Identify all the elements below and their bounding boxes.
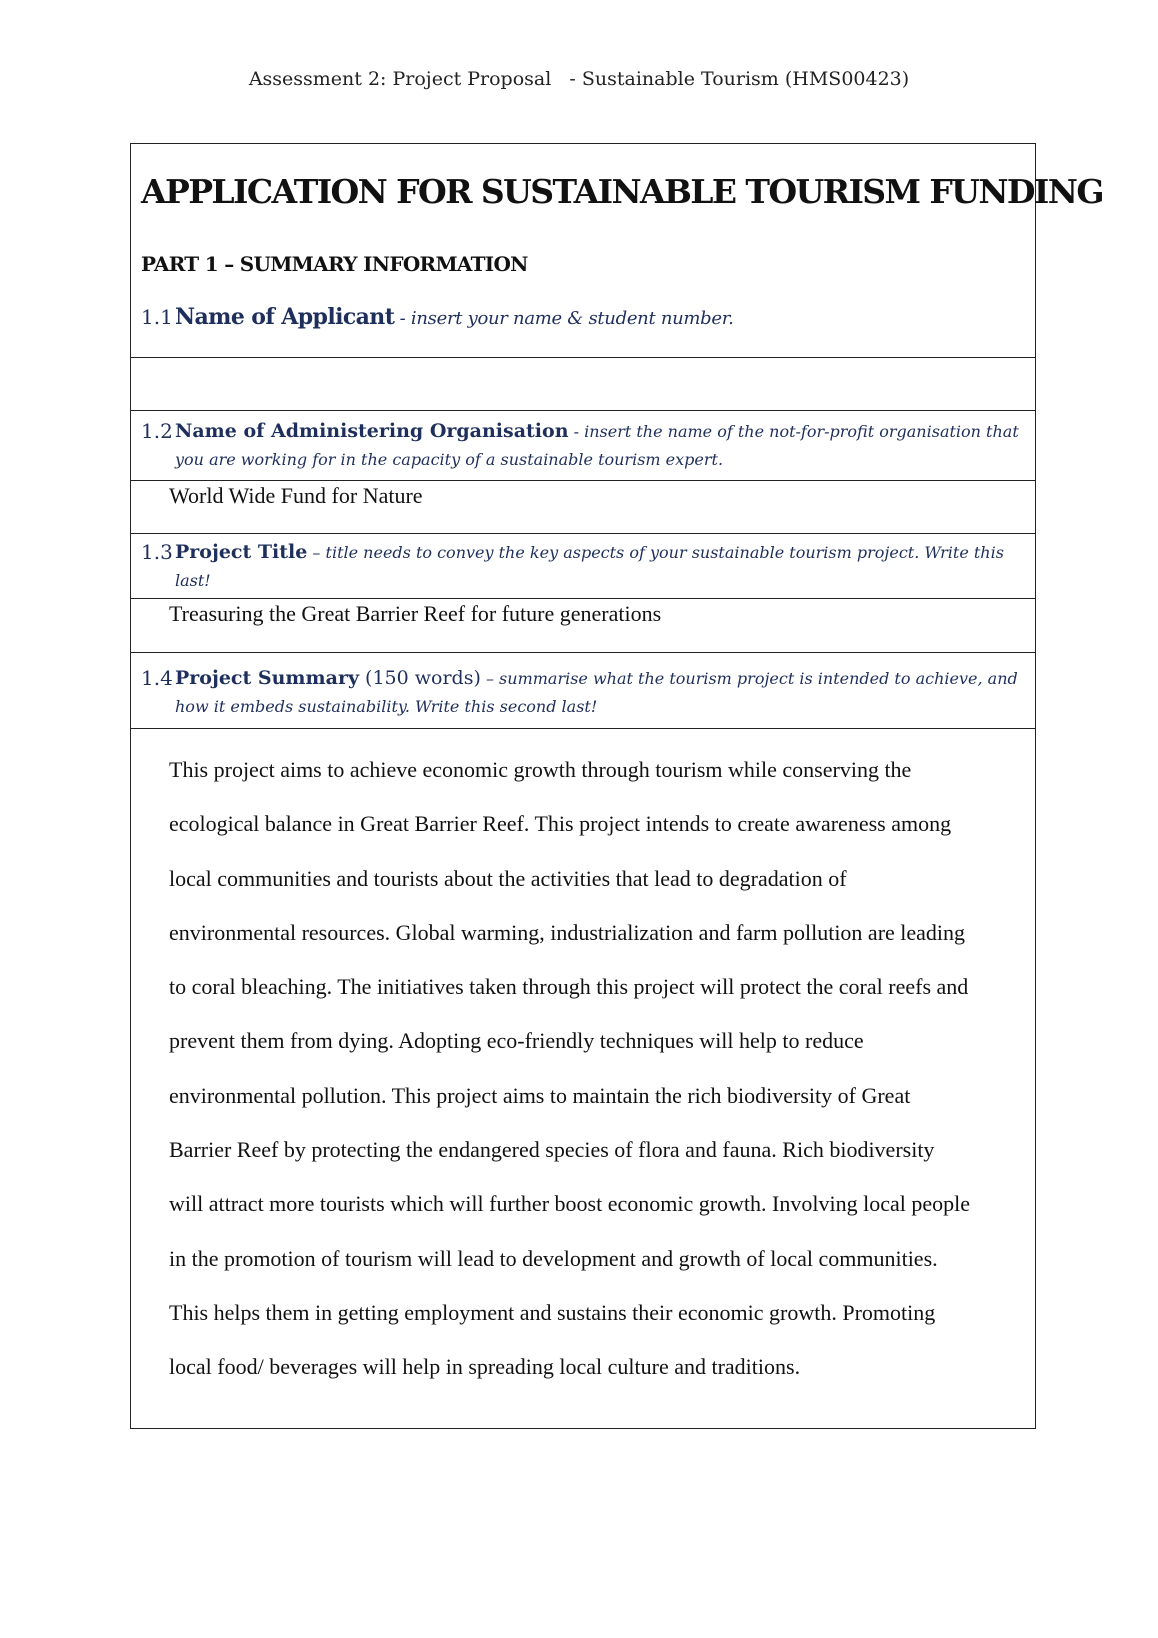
section-separator: -	[394, 308, 411, 329]
summary-line: This helps them in getting employment and sustains their economic growth. Promoting	[169, 1299, 936, 1325]
section-number: 1.1	[141, 305, 173, 329]
section-label: Project Title	[175, 541, 308, 563]
section-1-1-heading	[141, 304, 1021, 333]
page-header: Assessment 2: Project Proposal - Sustainable Tourism (HMS00423)	[248, 68, 910, 90]
summary-line: environmental pollution. This project aims to maintain the rich biodiversity of Great	[169, 1082, 911, 1108]
section-number: 1.3	[141, 540, 173, 564]
section-hint: insert your name & student number.	[410, 308, 734, 329]
summary-line: local food/ beverages will help in spreading local culture and traditions.	[169, 1354, 801, 1380]
summary-line: ecological balance in Great Barrier Reef. This project intends to create awareness among	[169, 811, 952, 837]
section-hint: title needs to convey the key aspects of your sustainable tourism project. Write this last!	[175, 543, 1004, 590]
section-number: 1.2	[141, 419, 173, 443]
section-1-3-heading	[141, 539, 1021, 595]
divider	[131, 480, 1035, 481]
section-label: Name of Applicant	[175, 304, 395, 330]
summary-line: prevent them from dying. Adopting eco-friendly techniques will help to reduce	[169, 1028, 864, 1054]
section-separator: –	[480, 669, 500, 688]
summary-line: local communities and tourists about the activities that lead to degradation of	[169, 865, 847, 891]
divider	[131, 410, 1035, 411]
summary-line: will attract more tourists which will further boost economic growth. Involving local people	[169, 1191, 970, 1217]
word-limit: (150 words)	[359, 667, 481, 689]
divider	[131, 357, 1035, 358]
summary-line: environmental resources. Global warming, industrialization and farm pollution are leading	[169, 919, 966, 945]
summary-line: This project aims to achieve economic growth through tourism while conserving the	[169, 757, 912, 782]
section-label: Project Summary	[175, 667, 359, 689]
section-separator: –	[307, 543, 326, 562]
divider	[131, 728, 1035, 729]
section-number: 1.4	[141, 666, 173, 690]
section-1-4-heading	[141, 665, 1021, 721]
part-title: PART 1 – SUMMARY INFORMATION	[141, 252, 528, 276]
application-form	[130, 143, 1103, 1429]
divider	[131, 652, 1035, 653]
section-label: Name of Administering Organisation	[175, 420, 569, 442]
summary-line: Barrier Reef by protecting the endangered species of flora and fauna. Rich biodiversity	[169, 1137, 935, 1163]
project-summary-text[interactable]	[169, 743, 1029, 1395]
section-hint: summarise what the tourism project is intended to achieve, and how it embeds sustainability. Write this second last!	[175, 669, 1018, 716]
summary-line: in the promotion of tourism will lead to development and growth of local communities.	[169, 1245, 938, 1271]
summary-line: to coral bleaching. The initiatives taken through this project will protect the coral reefs and	[169, 974, 969, 1000]
divider	[131, 598, 1035, 599]
section-separator: -	[568, 422, 585, 441]
section-hint: insert the name of the not-for-profit organisation that you are working for in the capacity of a sustainable tourism expert.	[175, 422, 1019, 469]
divider	[131, 533, 1035, 534]
section-1-2-heading	[141, 418, 1021, 474]
project-title-field[interactable]: Treasuring the Great Barrier Reef for future generations	[169, 601, 662, 626]
organisation-name-field[interactable]: World Wide Fund for Nature	[169, 483, 423, 508]
form-title: APPLICATION FOR SUSTAINABLE TOURISM FUNDING	[141, 172, 1103, 211]
